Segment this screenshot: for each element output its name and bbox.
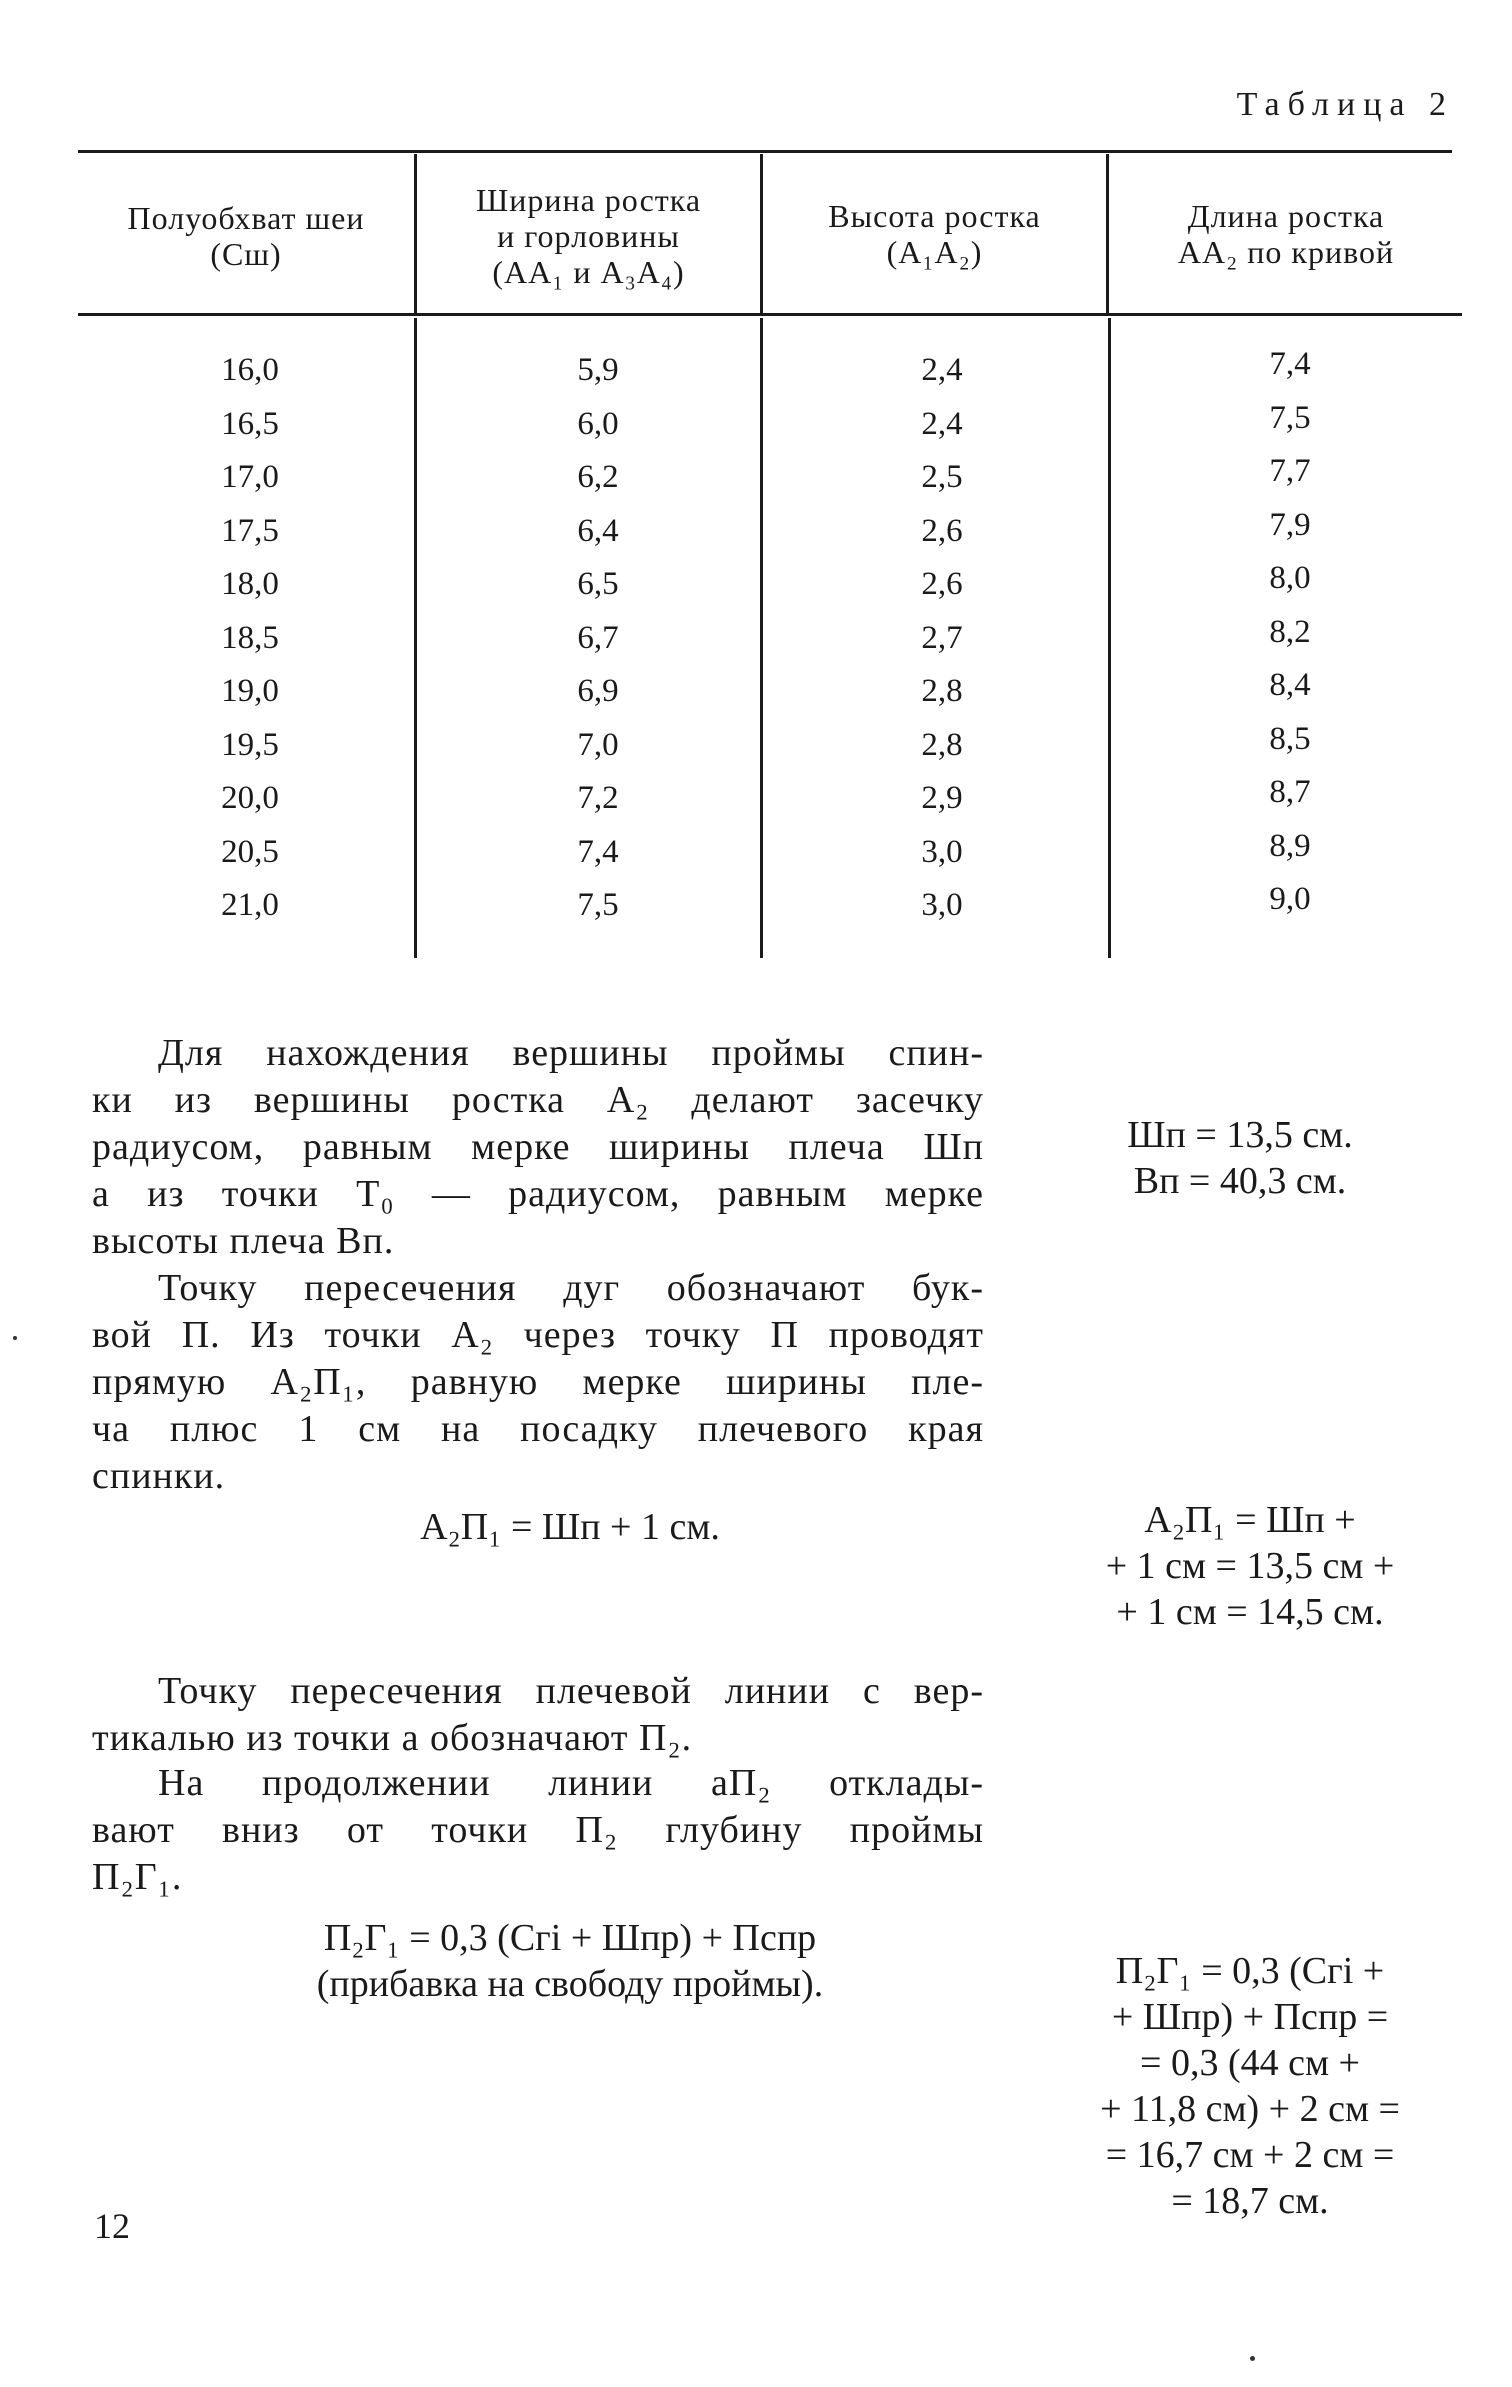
table-label: Таблица 2: [1236, 86, 1454, 123]
table-cell: 8,5: [1269, 720, 1311, 757]
table-cell: 2,6: [921, 512, 963, 549]
formula-shoulder-line: А₂П₁ = Шп + 1 см.: [420, 1506, 720, 1548]
paragraph-shoulder-point: [92, 1668, 984, 1762]
page-number: 12: [94, 2206, 130, 2246]
side-note-armhole-calculation: [1030, 1948, 1470, 2224]
table-cell: 8,2: [1269, 613, 1311, 650]
table-cell: 7,0: [577, 726, 619, 763]
formula-armhole-depth: [180, 1915, 960, 2007]
table-header-rule: [78, 313, 1462, 316]
table-cell: 16,0: [221, 352, 279, 388]
side-line: + 1 см = 14,5 см.: [1116, 1591, 1384, 1633]
column-height: [892, 350, 992, 939]
side-line: Вп = 40,3 см.: [1133, 1160, 1347, 1202]
header-line: и горловины: [497, 218, 680, 254]
text-line: спинки.: [92, 1455, 226, 1497]
table-cell: 20,5: [221, 833, 279, 870]
header-line: Ширина ростка: [475, 182, 702, 218]
table-cell: 6,7: [577, 619, 619, 656]
table-cell: 3,0: [921, 833, 963, 870]
table-top-rule: [78, 150, 1452, 153]
table-cell: 3,0: [921, 887, 963, 923]
table-cell: 20,0: [221, 780, 279, 816]
print-speck: [13, 1336, 17, 1340]
table-column-divider: [1108, 318, 1111, 958]
side-line: Шп = 13,5 см.: [1127, 1114, 1353, 1156]
text-line: прямую А₂П₁, равную мерке ширины пле-: [92, 1361, 984, 1403]
text-line: вают вниз от точки П₂ глубину проймы: [92, 1809, 984, 1851]
formula-line: (прибавка на свободу проймы).: [316, 1963, 824, 2005]
table-cell: 7,9: [1269, 506, 1311, 543]
table-cell: 19,5: [221, 726, 279, 763]
header-line: Высота ростка: [828, 198, 1041, 234]
side-line: = 16,7 см + 2 см =: [1105, 2134, 1395, 2176]
table-cell: 18,0: [221, 566, 279, 602]
text-line: радиусом, равным мерке ширины плеча Шп: [92, 1126, 984, 1168]
paragraph-armhole-vertex: [92, 1030, 984, 1265]
table-cell: 8,4: [1269, 667, 1311, 703]
table-cell: 17,0: [221, 459, 279, 495]
text-line: а из точки Т₀ — радиусом, равным мерке: [92, 1173, 984, 1215]
table-cell: 19,0: [221, 673, 279, 709]
table-cell: 9,0: [1269, 881, 1311, 917]
table-header-neck: [78, 200, 414, 272]
table-cell: 8,0: [1269, 560, 1311, 596]
table-cell: 6,9: [577, 673, 619, 709]
table-cell: 2,6: [921, 566, 963, 602]
header-line: (А₁А₂): [886, 234, 983, 270]
text-line: Точку пересечения плечевой линии с вер-: [158, 1670, 984, 1712]
header-line: (АА₁ и А₃А₄): [492, 254, 685, 290]
table-cell: 2,8: [921, 726, 963, 763]
side-line: = 0,3 (44 см +: [1140, 2042, 1360, 2084]
text-line: ча плюс 1 см на посадку плечевого края: [92, 1408, 984, 1450]
table-cell: 7,5: [577, 887, 619, 923]
text-line: Для нахождения вершины проймы спин-: [158, 1032, 984, 1074]
table-column-divider: [414, 318, 417, 958]
text-line: тикалью из точки а обозначают П₂.: [92, 1717, 693, 1759]
column-neck: [200, 350, 300, 939]
table-cell: 17,5: [221, 512, 279, 549]
table-header-length: [1111, 198, 1461, 270]
table-cell: 21,0: [221, 887, 279, 923]
table-cell: 5,9: [577, 352, 619, 388]
table-cell: 2,9: [921, 780, 963, 816]
side-line: П₂Г₁ = 0,3 (Сгі +: [1115, 1950, 1385, 1992]
table-cell: 2,5: [921, 459, 963, 495]
table-cell: 2,4: [921, 405, 963, 442]
side-note-measurements: [1060, 1112, 1420, 1204]
header-line: Длина ростка: [1187, 198, 1385, 234]
formula-line: П₂Г₁ = 0,3 (Сгі + Шпр) + Пспр: [323, 1917, 817, 1959]
table-cell: 2,8: [921, 673, 963, 709]
table-cell: 6,2: [577, 459, 619, 495]
side-line: = 18,7 см.: [1171, 2180, 1329, 2222]
table-cell: 7,4: [1269, 346, 1311, 382]
text-line: Точку пересечения дуг обозначают бук-: [158, 1267, 984, 1309]
table-cell: 2,7: [921, 619, 963, 656]
table-cell: 2,4: [921, 352, 963, 388]
text-line: ки из вершины ростка А₂ делают засечку: [92, 1079, 984, 1121]
side-line: + 1 см = 13,5 см +: [1105, 1545, 1395, 1587]
side-line: + 11,8 см) + 2 см =: [1100, 2088, 1400, 2130]
table-cell: 8,7: [1269, 774, 1311, 810]
table-cell: 6,0: [577, 405, 619, 442]
paragraph-armhole-depth: [92, 1760, 984, 1901]
table-cell: 7,7: [1269, 453, 1311, 489]
side-line: + Шпр) + Пспр =: [1111, 1996, 1389, 2038]
table-column-divider: [760, 318, 763, 958]
column-width: [548, 350, 648, 939]
table-header-width: [417, 182, 760, 290]
side-line: А₂П₁ = Шп +: [1144, 1499, 1356, 1541]
text-line: высоты плеча Вп.: [92, 1220, 395, 1262]
print-speck: [1250, 2356, 1255, 2361]
text-line: На продолжении линии аП₂ отклады-: [158, 1762, 984, 1804]
table-cell: 7,2: [577, 780, 619, 816]
table-cell: 7,5: [1269, 399, 1311, 436]
table-header-height: [763, 198, 1106, 270]
table-cell: 6,5: [577, 566, 619, 602]
header-line: Полуобхват шеи: [127, 200, 365, 236]
table-column-divider: [1106, 154, 1109, 313]
table-cell: 6,4: [577, 512, 619, 549]
paragraph-intersection: [92, 1265, 984, 1500]
column-length: [1240, 344, 1340, 933]
side-note-shoulder-calculation: [1030, 1497, 1470, 1635]
header-line: (Сш): [210, 236, 282, 272]
table-cell: 18,5: [221, 619, 279, 656]
header-line: АА₂ по кривой: [1177, 234, 1395, 270]
text-line: П₂Г₁.: [92, 1856, 183, 1898]
table-cell: 16,5: [221, 405, 279, 442]
text-line: вой П. Из точки А₂ через точку П проводят: [92, 1314, 984, 1356]
table-cell: 7,4: [577, 833, 619, 870]
table-cell: 8,9: [1269, 827, 1311, 864]
